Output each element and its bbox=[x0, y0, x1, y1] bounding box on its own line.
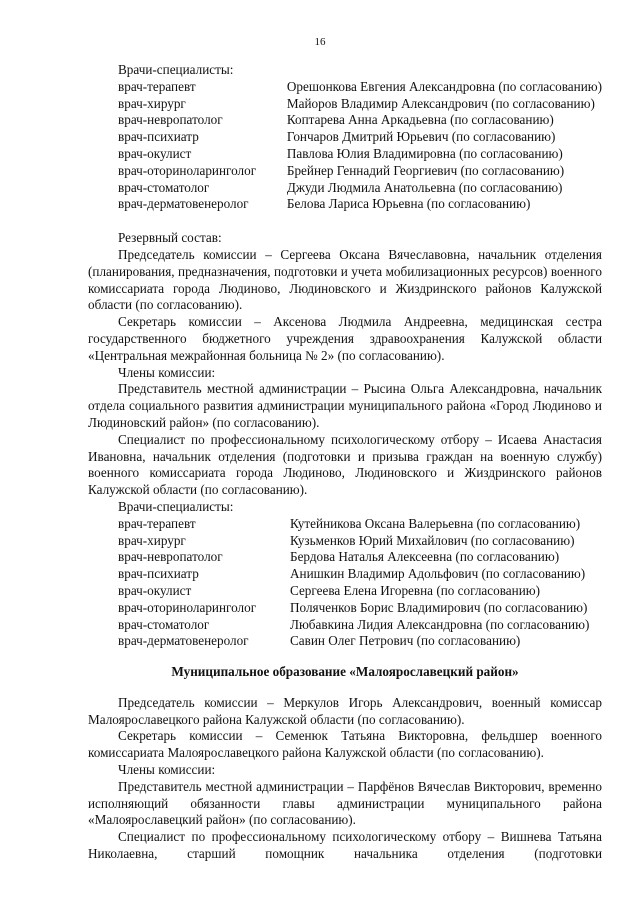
doctor-role: врач-невропатолог bbox=[118, 112, 223, 128]
doctor-role: врач-хирург bbox=[118, 95, 186, 111]
reserve-members-heading: Члены комиссии: bbox=[118, 364, 216, 380]
section-chairman: Председатель комиссии – Меркулов Игорь Александрович, военный комиссар Малоярославецкого района Калужской области (по согласованию). bbox=[88, 694, 602, 727]
list-item bbox=[88, 617, 589, 634]
reserve-psych-specialist: Специалист по профессиональному психологическому отбору – Исаева Анастасия Ивановна, начальник отделения (подготовки и призыва граждан на военную службу) военного комиссариата города Людиново, Людиновского и Жиздринского районов Калужской области (по согласованию). bbox=[88, 431, 602, 498]
doctor-name: Кузьменков Юрий Михайлович (по согласованию) bbox=[290, 532, 575, 548]
doctor-name: Майоров Владимир Александрович (по согласованию) bbox=[286, 95, 595, 111]
reserve-heading: Резервный состав: bbox=[118, 230, 222, 246]
doctor-role: врач-оториноларинголог bbox=[118, 162, 257, 178]
list-item bbox=[88, 600, 589, 617]
list-item bbox=[88, 549, 589, 566]
reserve-specialists-list bbox=[88, 516, 589, 650]
doctor-name: Поляченков Борис Владимирович (по согласованию) bbox=[290, 599, 588, 615]
doctor-name: Любавкина Лидия Александровна (по согласованию) bbox=[290, 616, 590, 632]
doctor-role: врач-окулист bbox=[118, 582, 192, 598]
list-item bbox=[88, 180, 602, 197]
section-title: Муниципальное образование «Малоярославецкий район» bbox=[171, 664, 519, 680]
doctor-name: Кутейникова Оксана Валерьевна (по согласованию) bbox=[290, 515, 581, 531]
page-number: 16 bbox=[314, 36, 326, 48]
list-item bbox=[88, 79, 602, 96]
doctor-role: врач-невропатолог bbox=[118, 549, 223, 565]
list-item bbox=[88, 566, 589, 583]
doctor-role: врач-терапевт bbox=[118, 78, 196, 94]
list-item bbox=[88, 516, 589, 533]
list-item bbox=[88, 129, 602, 146]
doctor-role: врач-оториноларинголог bbox=[118, 599, 257, 615]
reserve-secretary: Секретарь комиссии – Аксенова Людмила Андреевна, медицинская сестра государственного бюджетного учреждения здравоохранения Калужской области «Центральная межрайонная больница № 2» (по согласованию). bbox=[88, 314, 602, 363]
section-psych-specialist: Специалист по профессиональному психологическому отбору – Вишнева Татьяна Николаевна, старший помощник начальника отделения (подготовки bbox=[88, 829, 602, 862]
specialists-heading: Врачи-специалисты: bbox=[118, 62, 234, 77]
doctor-role: врач-стоматолог bbox=[118, 616, 210, 632]
doctor-role: врач-психиатр bbox=[118, 566, 199, 582]
specialists-list bbox=[88, 79, 602, 213]
page-content bbox=[88, 62, 602, 863]
list-item bbox=[88, 633, 589, 650]
doctor-name: Коптарева Анна Аркадьевна (по согласованию) bbox=[286, 112, 554, 128]
doctor-name: Брейнер Геннадий Георгиевич (по согласованию) bbox=[286, 162, 565, 178]
reserve-chairman: Председатель комиссии – Сергеева Оксана Вячеславовна, начальник отделения (планирования, предназначения, подготовки и учета мобилизационных ресурсов) военного комиссариата города Людиново, Людиновского и Жиздринского районов Калужской области (по согласованию). bbox=[88, 246, 602, 313]
section-admin-representative: Представитель местной администрации – Парфёнов Вячеслав Викторович, временно исполняющий обязанности главы администрации муниципального района «Малоярославецкий район» (по согласованию). bbox=[88, 778, 602, 828]
doctor-name: Орешонкова Евгения Александровна (по согласованию) bbox=[286, 78, 602, 94]
doctor-role: врач-стоматолог bbox=[118, 179, 210, 195]
doctor-name: Павлова Юлия Владимировна (по согласованию) bbox=[286, 145, 563, 161]
list-item bbox=[88, 146, 602, 163]
doctor-name: Гончаров Дмитрий Юрьевич (по согласованию) bbox=[286, 129, 556, 145]
list-item bbox=[88, 196, 602, 213]
list-item bbox=[88, 583, 589, 600]
list-item bbox=[88, 112, 602, 129]
section-secretary: Секретарь комиссии – Семенюк Татьяна Викторовна, фельдшер военного комиссариата Малоярославецкого района Калужской области (по согласованию). bbox=[88, 728, 602, 761]
doctor-role: врач-дерматовенеролог bbox=[118, 633, 249, 649]
doctor-name: Сергеева Елена Игоревна (по согласованию) bbox=[290, 582, 540, 598]
doctor-name: Бердова Наталья Алексеевна (по согласованию) bbox=[290, 549, 560, 565]
doctor-role: врач-окулист bbox=[118, 145, 192, 161]
reserve-admin-representative: Представитель местной администрации – Рысина Ольга Александровна, начальник отдела социального развития администрации муниципального района «Город Людиново и Людиновский район» (по согласованию). bbox=[88, 381, 602, 430]
list-item bbox=[88, 163, 602, 180]
section-members-heading: Члены комиссии: bbox=[118, 762, 216, 778]
doctor-role: врач-терапевт bbox=[118, 515, 196, 531]
list-item bbox=[88, 96, 602, 113]
doctor-name: Савин Олег Петрович (по согласованию) bbox=[290, 633, 521, 649]
reserve-specialists-heading: Врачи-специалисты: bbox=[118, 498, 234, 514]
doctor-name: Джуди Людмила Анатольевна (по согласованию) bbox=[286, 179, 563, 195]
list-item bbox=[88, 533, 589, 550]
doctor-name: Анишкин Владимир Адольфович (по согласованию) bbox=[290, 566, 586, 582]
doctor-role: врач-дерматовенеролог bbox=[118, 196, 249, 212]
doctor-role: врач-психиатр bbox=[118, 129, 199, 145]
doctor-name: Белова Лариса Юрьевна (по согласованию) bbox=[286, 196, 531, 212]
doctor-role: врач-хирург bbox=[118, 532, 186, 548]
